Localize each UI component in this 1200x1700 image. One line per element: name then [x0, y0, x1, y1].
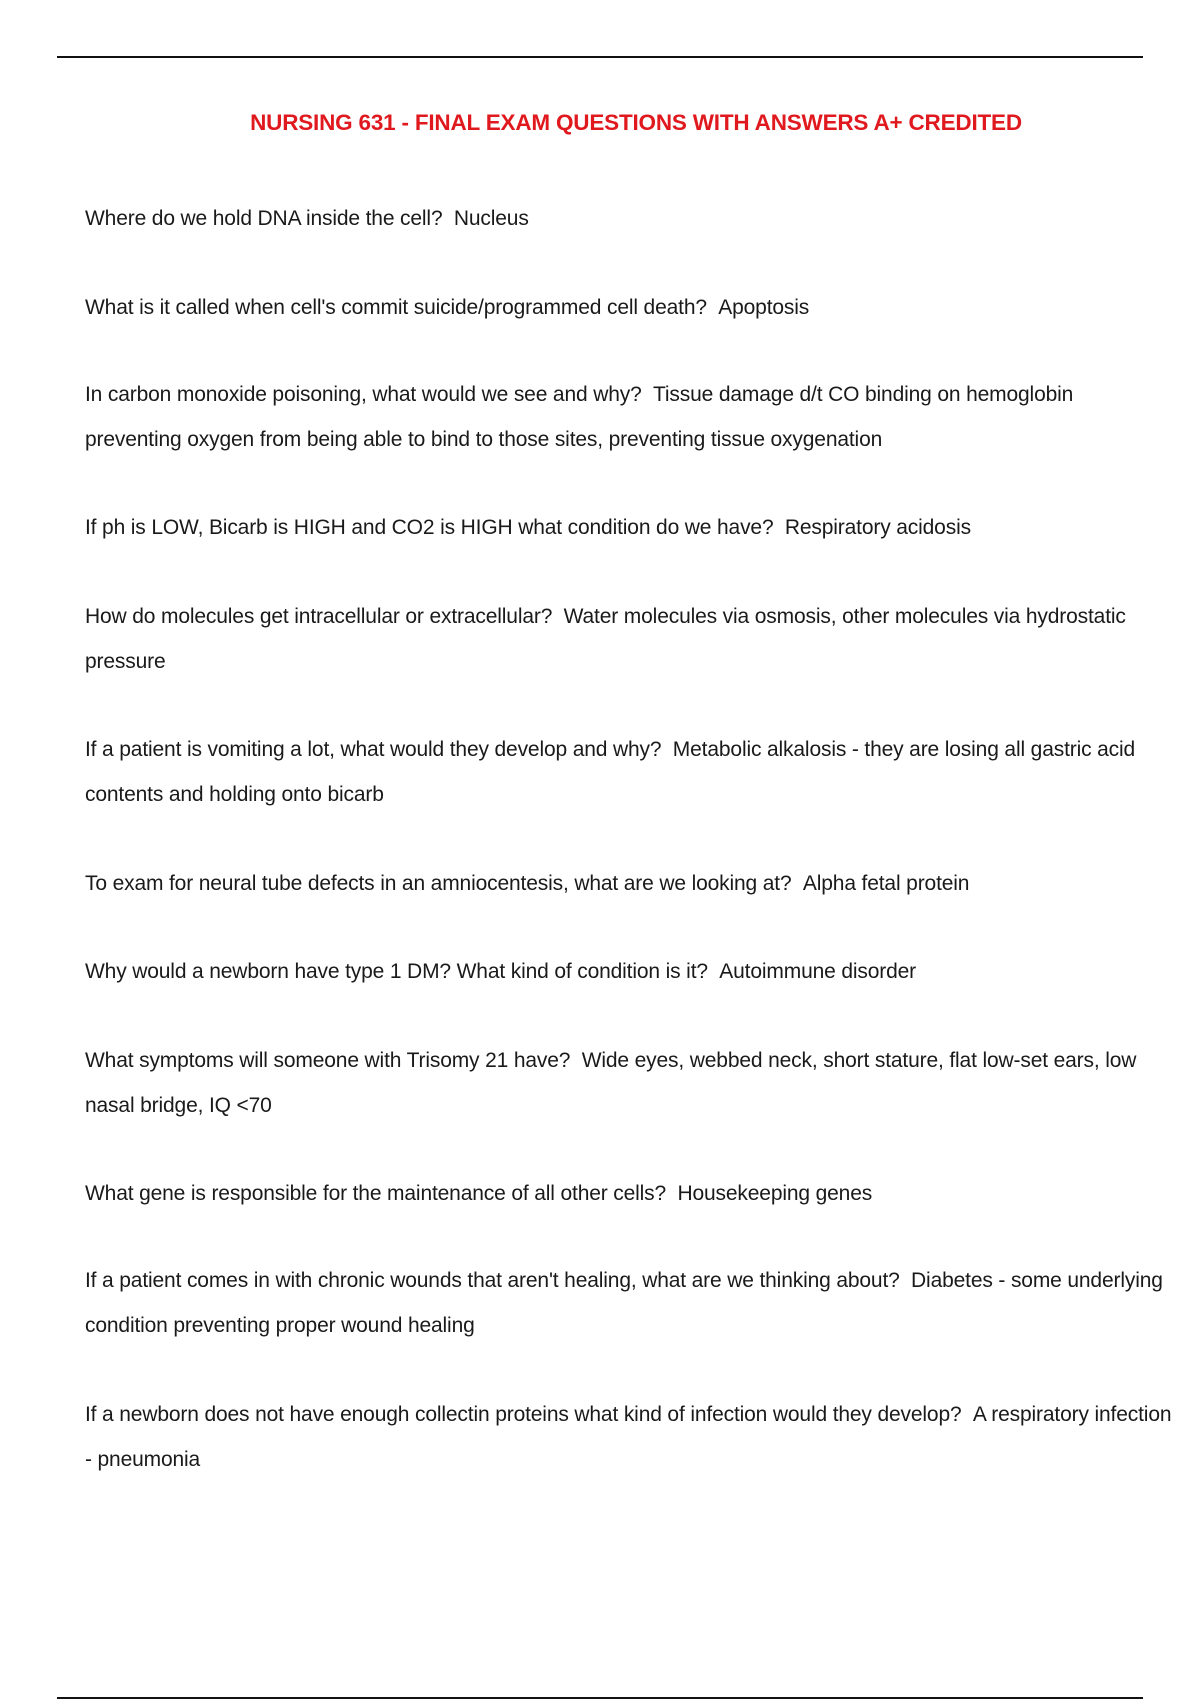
question-item: [85, 595, 1175, 684]
answer-text: Metabolic alkalosis - they are losing all gastric acid contents and holding onto bicarb: [85, 738, 1136, 806]
question-text: If ph is LOW, Bicarb is HIGH and CO2 is HIGH what condition do we have?: [85, 516, 774, 539]
answer-text: Respiratory acidosis: [784, 516, 971, 539]
answer-text: Autoimmune disorder: [719, 960, 917, 983]
answer-text: Tissue damage d/t CO binding on hemoglobin preventing oxygen from being able to bind to those sites, preventing tissue oxygenation: [85, 383, 1074, 451]
answer-text: Diabetes - some underlying condition preventing proper wound healing: [85, 1269, 1163, 1337]
question-text: In carbon monoxide poisoning, what would we see and why?: [85, 383, 642, 406]
answer-text: Alpha fetal protein: [802, 872, 970, 895]
question-text: If a newborn does not have enough collectin proteins what kind of infection would they develop?: [85, 1403, 962, 1426]
answer-text: Water molecules via osmosis, other molecules via hydrostatic pressure: [85, 605, 1126, 673]
bottom-rule: [57, 1697, 1143, 1699]
answer-text: Nucleus: [453, 207, 529, 230]
answer-text: Apoptosis: [718, 296, 810, 319]
question-item: [85, 728, 1175, 817]
question-text: What gene is responsible for the maintenance of all other cells?: [85, 1182, 667, 1205]
question-text: Where do we hold DNA inside the cell?: [85, 207, 443, 230]
answer-text: Wide eyes, webbed neck, short stature, flat low-set ears, low nasal bridge, IQ <70: [85, 1049, 1137, 1117]
question-item: [85, 373, 1175, 462]
question-text: What symptoms will someone with Trisomy 21 have?: [85, 1049, 571, 1072]
question-text: If a patient comes in with chronic wounds that aren't healing, what are we thinking about?: [85, 1269, 900, 1292]
top-rule: [57, 56, 1143, 58]
question-text: Why would a newborn have type 1 DM? What kind of condition is it?: [85, 960, 708, 983]
question-item: [85, 1393, 1175, 1482]
question-text: How do molecules get intracellular or extracellular?: [85, 605, 553, 628]
question-text: If a patient is vomiting a lot, what would they develop and why?: [85, 738, 662, 761]
question-item: [85, 1259, 1175, 1348]
question-item: [85, 1172, 1175, 1217]
document-title: NURSING 631 - FINAL EXAM QUESTIONS WITH ANSWERS A+ CREDITED: [250, 110, 1022, 135]
answer-text: A respiratory infection - pneumonia: [85, 1403, 1172, 1471]
question-item: [85, 286, 1175, 331]
question-item: [85, 506, 1175, 551]
question-item: [85, 1039, 1175, 1128]
question-text: To exam for neural tube defects in an amniocentesis, what are we looking at?: [85, 872, 792, 895]
question-item: [85, 197, 1175, 242]
question-text: What is it called when cell's commit suicide/programmed cell death?: [85, 296, 707, 319]
answer-text: Housekeeping genes: [677, 1182, 873, 1205]
question-item: [85, 862, 1175, 907]
question-item: [85, 950, 1175, 995]
